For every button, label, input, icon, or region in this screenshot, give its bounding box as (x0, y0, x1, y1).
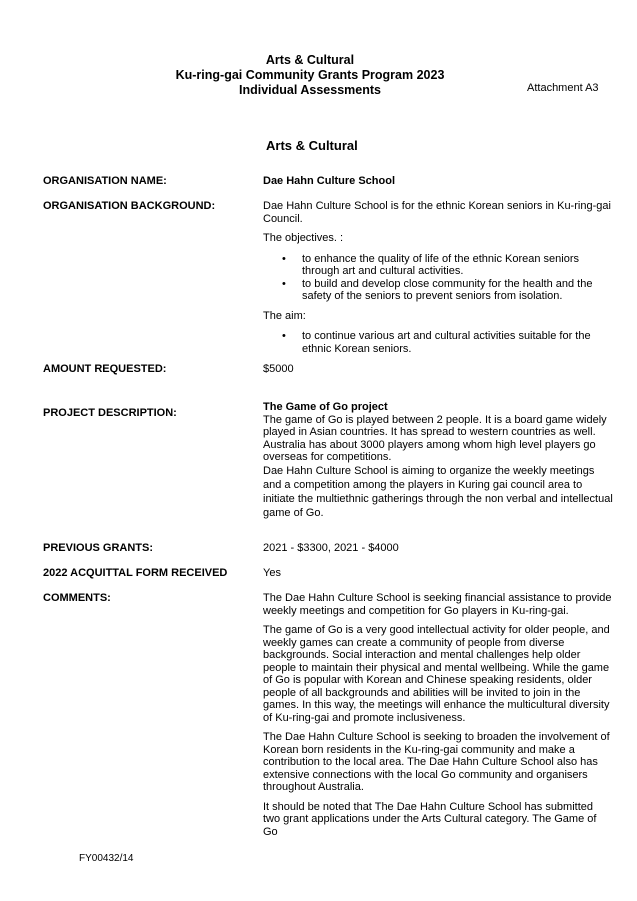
previous-grants-value: 2021 - $3300, 2021 - $4000 (263, 542, 399, 554)
org-background-label: ORGANISATION BACKGROUND: (43, 200, 216, 212)
attachment-label: Attachment A3 (527, 82, 599, 94)
aim-heading: The aim: (263, 309, 306, 322)
comments-label: COMMENTS: (43, 592, 111, 604)
project-title: The Game of Go project (263, 401, 388, 413)
comments-block (263, 592, 613, 838)
aim-item: • to continue various art and cultural activities suitable for the ethnic Korean seniors. (263, 330, 613, 355)
project-para2: Dae Hahn Culture School is aiming to organize the weekly meetings and a competition among the players in Kuring gai council area to initiate the multiethnic gatherings through the non verbal and intellectual game of Go. (263, 464, 613, 519)
project-label: PROJECT DESCRIPTION: (43, 407, 177, 419)
aims-list (263, 330, 613, 355)
org-name-label: ORGANISATION NAME: (43, 175, 167, 187)
comment-paragraph: The Dae Hahn Culture School is seeking to broaden the involvement of Korean born residents in the Ku-ring-gai community and make a contribution to the local area. The Dae Hahn Culture School also has extensive connections with the local Go community and organisers throughout Australia. (263, 731, 610, 793)
comment-paragraph: It should be noted that The Dae Hahn Culture School has submitted two grant applications under the Arts Cultural category. The Game of Go (263, 800, 597, 838)
section-title: Arts & Cultural (266, 138, 358, 153)
comment-paragraph: The game of Go is a very good intellectual activity for older people, and weekly games can create a community of people from diverse backgrounds. Social interaction and mental challenges help older people to maintain their physical and mental wellbeing. While the game of Go is popular with Korean and Chinese speaking residents, older people of all backgrounds and abilities will be invited to join in the games. In this way, the meetings will enhance the multicultural diversity of Ku-ring-gai and promote inclusiveness. (263, 624, 610, 724)
amount-value: $5000 (263, 363, 294, 375)
project-para1: The game of Go is played between 2 people. It is a board game widely played in Asian countries. It has spread to western countries as well. Australia has about 3000 players among whom high level players go overseas for competitions. (263, 413, 607, 463)
previous-grants-label: PREVIOUS GRANTS: (43, 542, 154, 554)
footer-code: FY00432/14 (79, 853, 134, 864)
objective-item: • to build and develop close community for the health and the safety of the seniors to prevent seniors from isolation. (263, 278, 613, 303)
org-name-value: Dae Hahn Culture School (263, 175, 396, 187)
org-background-intro: Dae Hahn Culture School is for the ethnic Korean seniors in Ku-ring-gai Council. (263, 200, 611, 225)
header-title-line1: Arts & Cultural (265, 53, 355, 67)
objectives-list (263, 253, 613, 303)
org-background-block (263, 200, 613, 355)
acquittal-value: Yes (263, 567, 281, 579)
objective-item: • to enhance the quality of life of the ethnic Korean seniors through art and cultural activities. (263, 253, 613, 278)
header-title-line3: Individual Assessments (239, 83, 381, 97)
amount-label: AMOUNT REQUESTED: (43, 363, 167, 375)
acquittal-label: 2022 ACQUITTAL FORM RECEIVED (43, 567, 228, 579)
objectives-heading: The objectives. : (263, 232, 344, 244)
header-title-line2: Ku-ring-gai Community Grants Program 2023 (175, 68, 445, 82)
comment-paragraph: The Dae Hahn Culture School is seeking financial assistance to provide weekly meetings and competition for Go players in Ku-ring-gai. (263, 592, 612, 617)
project-block (263, 401, 613, 520)
